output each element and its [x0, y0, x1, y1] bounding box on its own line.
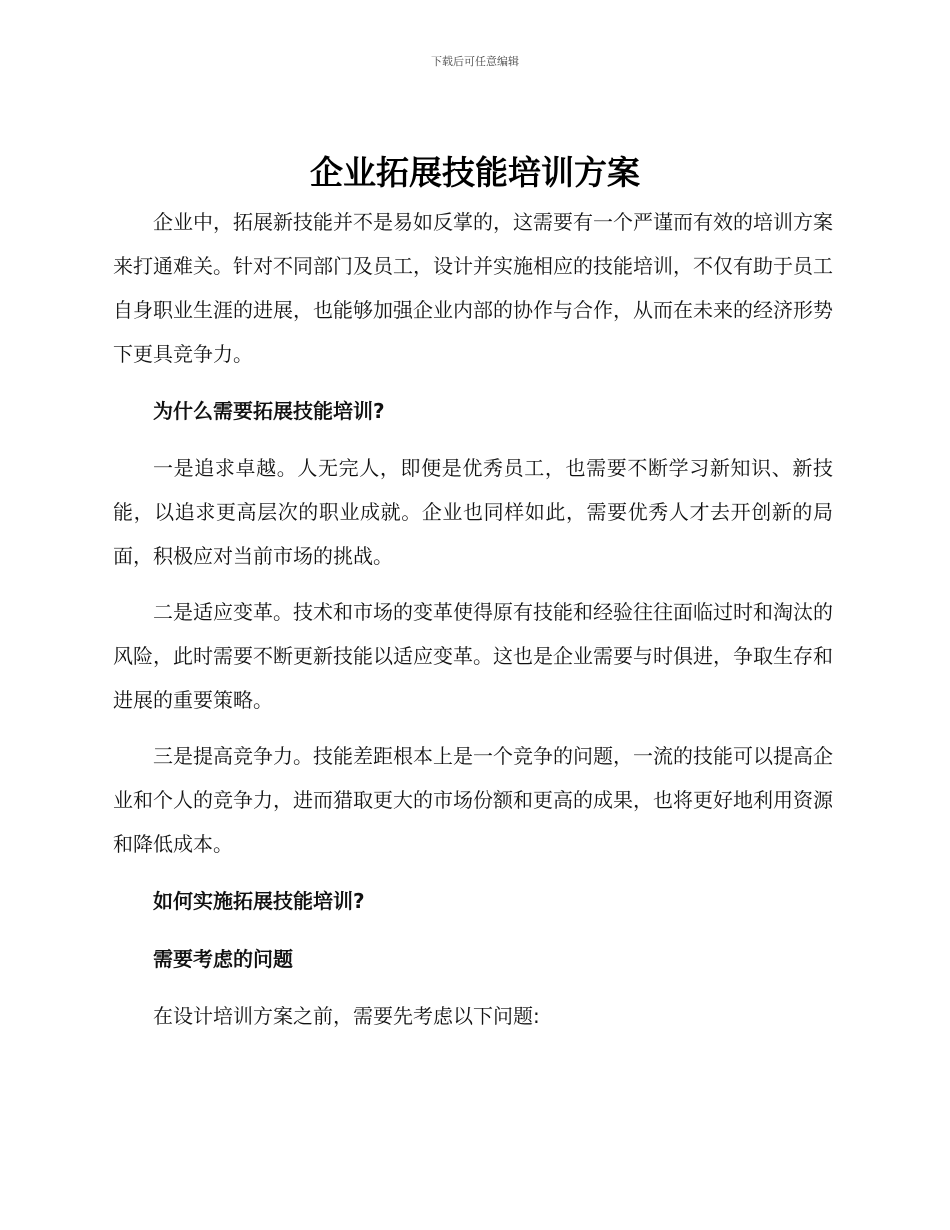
intro-paragraph: 企业中，拓展新技能并不是易如反掌的，这需要有一个严谨而有效的培训方案来打通难关。针对不同部门及员工，设计并实施相应的技能培训，不仅有助于员工自身职业生涯的进展，也能够加强企业内部的协作与合作，从而在未来的经济形势下更具竞争力。	[113, 210, 833, 366]
document-body	[113, 200, 833, 1050]
subsection-heading-considerations: 需要考虑的问题	[153, 947, 293, 971]
reason-paragraph-2: 二是适应变革。技术和市场的变革使得原有技能和经验往往面临过时和淘汰的风险，此时需要不断更新技能以适应变革。这也是企业需要与时俱进，争取生存和进展的重要策略。	[113, 600, 833, 712]
considerations-intro-paragraph: 在设计培训方案之前，需要先考虑以下问题:	[153, 1004, 540, 1028]
section-heading-how: 如何实施拓展技能培训?	[153, 889, 365, 913]
document-title: 企业拓展技能培训方案	[310, 153, 640, 192]
reason-paragraph-3: 三是提高竞争力。技能差距根本上是一个竞争的问题，一流的技能可以提高企业和个人的竞争力，进而猎取更大的市场份额和更高的成果，也将更好地利用资源和降低成本。	[113, 744, 833, 856]
section-heading-why: 为什么需要拓展技能培训?	[153, 399, 385, 423]
reason-paragraph-1: 一是追求卓越。人无完人，即便是优秀员工，也需要不断学习新知识、新技能，以追求更高层次的职业成就。企业也同样如此，需要优秀人才去开创新的局面，积极应对当前市场的挑战。	[113, 456, 833, 568]
header-note: 下载后可任意编辑	[431, 55, 519, 68]
